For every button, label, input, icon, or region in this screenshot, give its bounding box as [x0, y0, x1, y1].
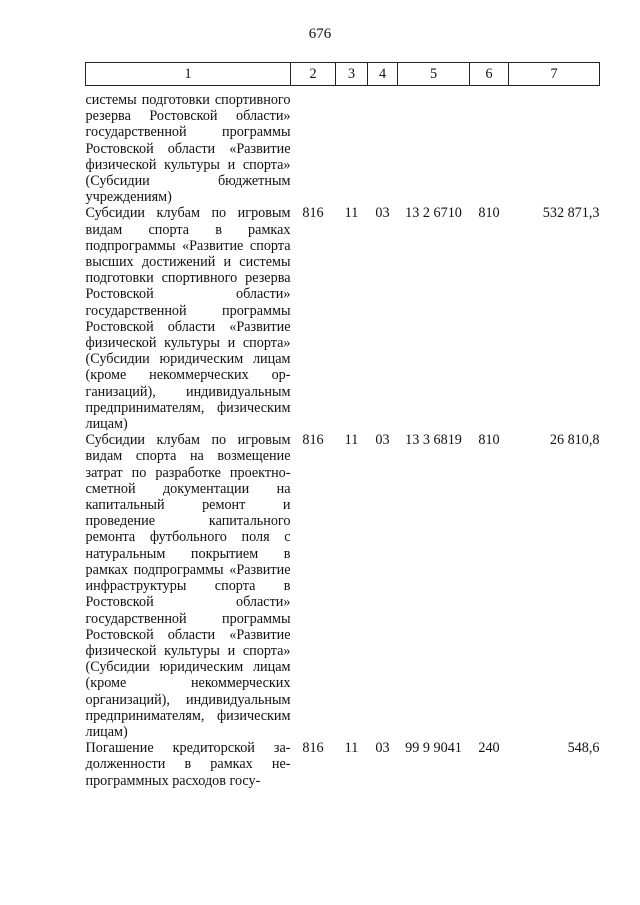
header-col-7: 7: [509, 63, 600, 86]
table-row: [86, 205, 600, 432]
row-amount: 548,6: [567, 740, 600, 757]
row-amount: 26 810,8: [549, 432, 600, 449]
row-amount: 532 871,3: [542, 205, 600, 222]
row-code-admin: 816: [302, 740, 324, 757]
header-col-2: 2: [291, 63, 336, 86]
header-col-4: 4: [368, 63, 398, 86]
row-code-subsection: 03: [375, 432, 390, 449]
row-code-expense: [470, 86, 509, 206]
row-code-target: 13 2 6710: [405, 205, 462, 222]
row-code-admin: 816: [302, 432, 324, 449]
row-code-section: 11: [344, 205, 359, 222]
row-code-subsection: [368, 86, 398, 206]
header-row: [86, 63, 600, 86]
row-code-admin: [291, 86, 336, 206]
row-code-target: [398, 86, 470, 206]
header-col-6: 6: [470, 63, 509, 86]
row-description: Субсидии клубам по игровым видам спорта в рамках подпрограммы «Развитие спорта высших достижений и системы подготовки спортивного резерва Ростовской области» государственной программы Ростовской области «Развитие физической культуры и спорта» (Субсидии юридическим лицам (кроме некоммерческих организаций), индивидуальным предпринимателям, физическим лицам): [85, 205, 291, 433]
row-description: системы подготовки спортивного резерва Ростовской области» государственной программы Ростовской области «Развитие физической культуры и спорта» (Субсидии бюджетным учреждениям): [85, 92, 291, 206]
row-code-subsection: 03: [375, 205, 390, 222]
row-code-section: 11: [344, 432, 359, 449]
row-code-expense: 240: [478, 740, 500, 757]
row-code-expense: 810: [478, 205, 500, 222]
row-description: Субсидии клубам по игровым видам спорта на возмещение затрат по разработке проектно-сметной документации на капитальный ремонт и проведение капитального ремонта футбольного поля с натуральным покрытием в рамках подпрограммы «Развитие инфраструктуры спорта в Ростовской области» государственной программы Ростовской области «Развитие физической культуры и спорта» (Субсидии юридическим лицам (кроме некоммерческих организаций), индивидуальным предпринимателям, физическим лицам): [85, 432, 291, 740]
table-body: [86, 86, 600, 789]
row-amount: [509, 86, 600, 206]
header-col-5: 5: [398, 63, 470, 86]
row-code-target: 13 3 6819: [405, 432, 462, 449]
row-code-subsection: 03: [375, 740, 390, 757]
budget-table: [85, 62, 600, 789]
header-col-1: 1: [86, 63, 291, 86]
table-row: [86, 432, 600, 740]
row-code-expense: 810: [478, 432, 500, 449]
row-code-admin: 816: [302, 205, 324, 222]
table-row: [86, 740, 600, 789]
row-code-section: [336, 86, 368, 206]
row-description: Погашение кредиторской задолженности в рамках непрограммных расходов госу-: [85, 740, 291, 789]
header-col-3: 3: [336, 63, 368, 86]
table-row: [86, 86, 600, 206]
table-header: [86, 63, 600, 86]
row-code-section: 11: [344, 740, 359, 757]
row-code-target: 99 9 9041: [405, 740, 462, 757]
page-number: 676: [308, 26, 332, 42]
